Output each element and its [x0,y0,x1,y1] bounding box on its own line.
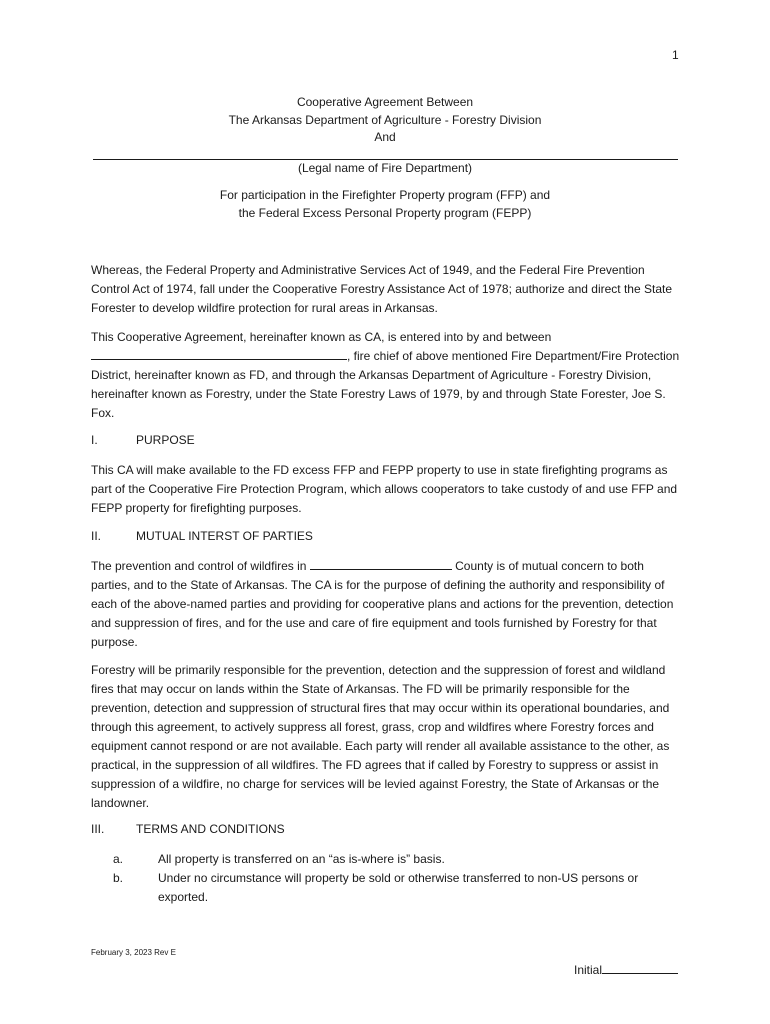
mutual-paragraph [91,557,681,652]
terms-item-a [91,850,681,869]
whereas-paragraph [91,261,681,318]
county-name-blank [310,558,452,570]
section-number: II. [91,529,102,543]
title-line-2: The Arkansas Department of Agriculture - Forestry Division [228,112,542,127]
agreement-paragraph [91,328,681,423]
list-marker: b. [113,871,124,885]
section-number: III. [91,822,105,836]
forestry-paragraph [91,661,681,813]
section-title: PURPOSE [136,433,195,447]
section-title: TERMS AND CONDITIONS [136,822,285,836]
legal-name-blank [93,153,678,160]
section-purpose-heading [91,433,195,447]
initial-blank [602,962,678,974]
title-line-3: And [374,130,396,144]
program-line-1: For participation in the Firefighter Property program (FFP) and [219,188,551,202]
revision-date: February 3, 2023 Rev E [91,948,176,957]
purpose-paragraph [91,461,681,518]
agreement-intro-text: This Cooperative Agreement, hereinafter known as CA, is entered into by and between [91,330,552,344]
section-number: I. [91,433,98,447]
program-line-2: the Federal Excess Personal Property program (FEPP) [238,205,532,220]
whereas-text: Whereas, the Federal Property and Administrative Services Act of 1949, and the Federal Fire Prevention Control Act of 1974, fall under the Cooperative Forestry Assistance Act of 1978; authorize and direct the State Forester to develop wildfire protection for rural areas in Arkansas. [91,263,673,315]
list-item-text: Under no circumstance will property be sold or otherwise transferred to non-US persons or exported. [158,871,639,904]
initial-field [574,962,678,977]
title-line-1: Cooperative Agreement Between [296,95,474,109]
legal-name-caption: (Legal name of Fire Department) [297,160,473,175]
purpose-text: This CA will make available to the FD excess FFP and FEPP property to use in state firefighting programs as part of the Cooperative Fire Protection Program, which allows cooperators to take custody of and use FFP and FEPP property for firefighting purposes. [91,463,678,515]
agreement-rest-text: , fire chief of above mentioned Fire Department/Fire Protection District, hereinafter known as FD, and through the Arkansas Department of Agriculture - Forestry Division, hereinafter known as Forestry, under the State Forestry Laws of 1979, by and through State Forester, Joe S. Fox. [91,349,680,420]
page-number: 1 [672,48,679,62]
section-mutual-heading [91,529,313,543]
document-header [0,94,770,222]
list-marker: a. [113,852,124,866]
mutual-rest-text: County is of mutual concern to both parties, and to the State of Arkansas. The CA is for the purpose of defining the authority and responsibility of each of the above-named parties and providing for cooperative plans and actions for the prevention, detection and suppression of fires, and for the use and care of fire equipment and tools furnished by Forestry for that purpose. [91,559,674,649]
list-item-text: All property is transferred on an “as is-where is” basis. [158,852,445,866]
section-title: MUTUAL INTERST OF PARTIES [136,529,313,543]
mutual-start-text: The prevention and control of wildfires in [91,559,307,573]
terms-item-b [91,869,681,907]
initial-label: Initial [574,963,603,977]
fire-chief-name-blank [91,348,347,360]
section-terms-heading [91,822,285,836]
forestry-text: Forestry will be primarily responsible for the prevention, detection and the suppression of forest and wildland fires that may occur on lands within the State of Arkansas. The FD will be primarily responsible for the prevention, detection and suppression of structural fires that may occur within its operational boundaries, and through this agreement, to actively suppress all forest, grass, crop and wildfires where Forestry forces and equipment cannot respond or are not available. Each party will render all available assistance to the other, as practical, in the suppression of all wildfires. The FD agrees that if called by Forestry to suppress or assist in suppression of a wildfire, no charge for services will be levied against Forestry, the State of Arkansas or the landowner. [91,663,670,810]
